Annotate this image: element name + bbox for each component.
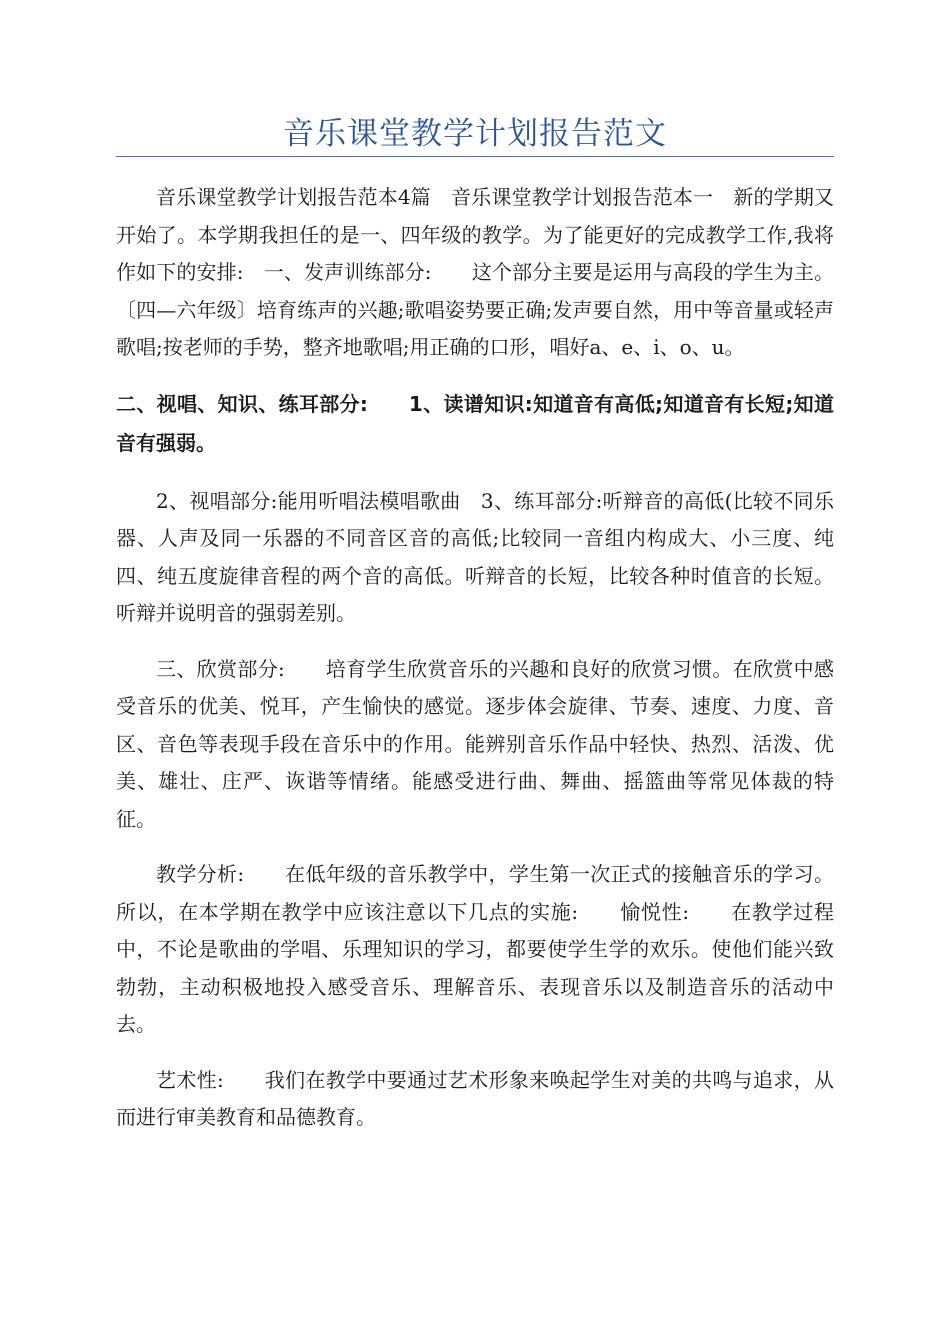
document-title: 音乐课堂教学计划报告范文 <box>283 116 667 152</box>
paragraph-teaching-analysis: 教学分析: 在低年级的音乐教学中，学生第一次正式的接触音乐的学习。所以，在本学期在教学中应该注意以下几点的实施: 愉悦性: 在教学过程中，不论是歌曲的学唱、乐理知识的学习，都要使学生学的欢乐。使他们能兴致勃勃，主动积极地投入感受音乐、理解音乐、表现音乐以及制造音乐的活动中去。 <box>116 862 834 1036</box>
document-page <box>116 0 834 1137</box>
paragraph-section-two-heading: 二、视唱、知识、练耳部分: 1、读谱知识:知道音有高低;知道音有长短;知道音有强弱。 <box>116 391 834 455</box>
paragraph-sight-singing: 2、视唱部分:能用听唱法模唱歌曲 3、练耳部分:听辩音的高低(比较不同乐器、人声及同一乐器的不同音区音的高低;比较同一音组内构成大、小三度、纯四、纯五度旋律音程的两个音的高低。听辩音的长短，比较各种时值音的长短。听辩并说明音的强弱差别。 <box>116 488 834 625</box>
paragraph-appreciation: 三、欣赏部分: 培育学生欣赏音乐的兴趣和良好的欣赏习惯。在欣赏中感受音乐的优美、悦耳，产生愉快的感觉。逐步体会旋律、节奏、速度、力度、音区、音色等表现手段在音乐中的作用。能辨别音乐作品中轻快、热烈、活泼、优美、雄壮、庄严、诙谐等情绪。能感受进行曲、舞曲、摇篮曲等常见体裁的特征。 <box>116 656 834 831</box>
paragraph-artistry: 艺术性: 我们在教学中要通过艺术形象来唤起学生对美的共鸣与追求，从而进行审美教育和品德教育。 <box>116 1067 834 1129</box>
paragraph-intro: 音乐课堂教学计划报告范本4篇 音乐课堂教学计划报告范本一 新的学期又开始了。本学期我担任的是一、四年级的教学。为了能更好的完成教学工作,我将作如下的安排: 一、发声训练部分: 这个部分主要是运用与高段的学生为主。〔四—六年级〕培育练声的兴趣;歌唱姿势要正确;发声要自然，用中等音量或轻声歌唱;按老师的手势，整齐地歌唱;用正确的口形，唱好a、e、i、o、u。 <box>116 185 834 359</box>
title-underline <box>116 156 834 157</box>
